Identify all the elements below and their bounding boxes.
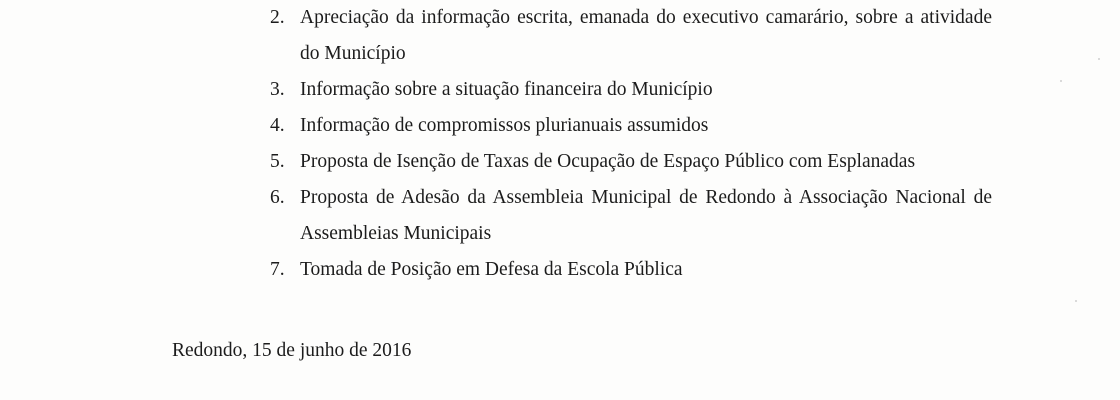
agenda-item-number: 3. bbox=[270, 79, 285, 100]
scan-speck bbox=[1060, 80, 1062, 82]
agenda-item-number: 2. bbox=[270, 7, 285, 28]
scan-speck bbox=[1098, 58, 1100, 60]
agenda-item-number: 5. bbox=[270, 151, 285, 172]
agenda-item-text: Proposta de Isenção de Taxas de Ocupação de Espaço Público com Esplanadas bbox=[300, 151, 916, 172]
agenda-item-7 bbox=[270, 252, 992, 288]
agenda-item-text: Proposta de Adesão da Assembleia Municipal de Redondo à Associação Nacional de Assembleias Municipais bbox=[300, 187, 992, 244]
agenda-item-text: Tomada de Posição em Defesa da Escola Pública bbox=[300, 259, 683, 280]
agenda-item-number: 7. bbox=[270, 259, 285, 280]
agenda-item-text: Informação de compromissos plurianuais assumidos bbox=[300, 115, 709, 136]
agenda-item-text: Informação sobre a situação financeira do Município bbox=[300, 79, 713, 100]
agenda-item-3 bbox=[270, 72, 992, 108]
agenda-item-6 bbox=[270, 180, 992, 252]
agenda-item-number: 6. bbox=[270, 187, 285, 208]
agenda-item-5 bbox=[270, 144, 992, 180]
agenda-item-2 bbox=[270, 0, 992, 72]
scan-speck bbox=[1075, 300, 1077, 302]
agenda-list bbox=[270, 0, 992, 288]
agenda-item-4 bbox=[270, 108, 992, 144]
place-date-line: Redondo, 15 de junho de 2016 bbox=[172, 340, 412, 361]
agenda-item-text: Apreciação da informação escrita, emanada do executivo camarário, sobre a atividade do Município bbox=[300, 7, 992, 64]
agenda-item-number: 4. bbox=[270, 115, 285, 136]
